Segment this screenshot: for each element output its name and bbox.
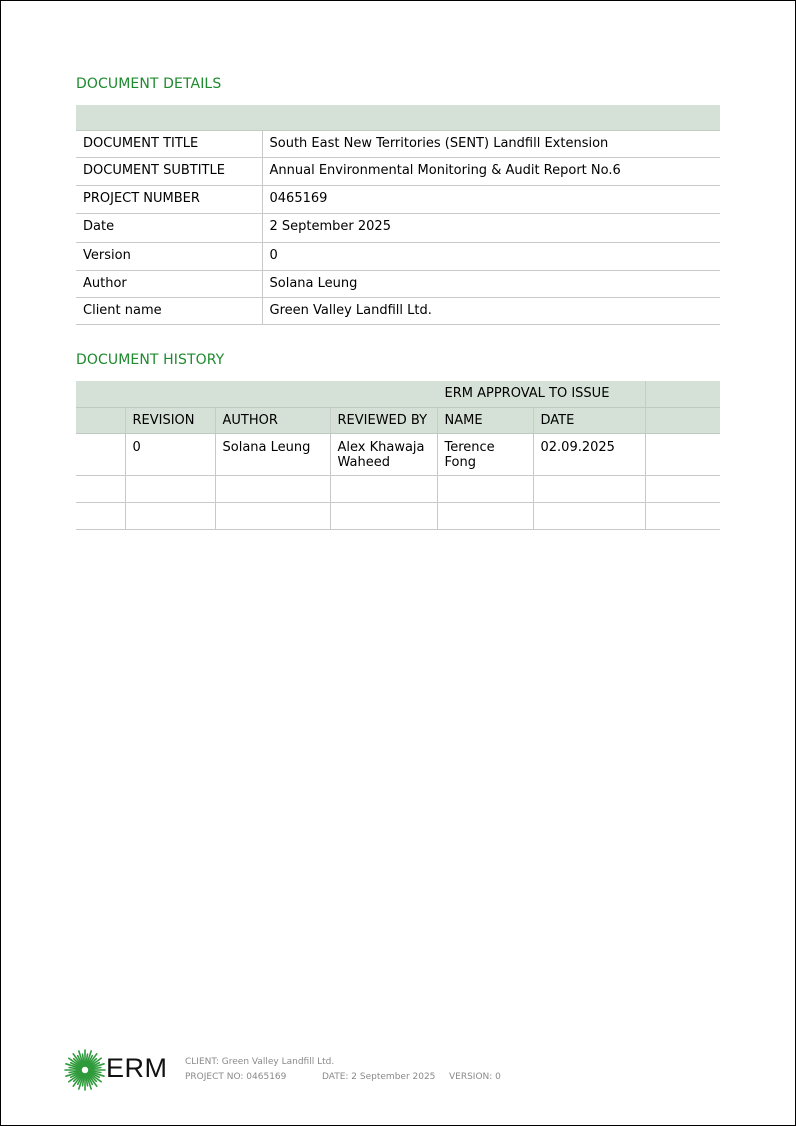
approver-name-line-2: Fong <box>444 454 476 470</box>
details-label: DOCUMENT TITLE <box>76 131 262 158</box>
table-row <box>76 475 720 502</box>
details-row-client-name <box>76 298 720 325</box>
table-row <box>76 433 720 475</box>
details-label: PROJECT NUMBER <box>76 186 262 214</box>
approval-date-cell: 02.09.2025 <box>533 433 645 475</box>
document-history-heading: DOCUMENT HISTORY <box>76 352 225 368</box>
approver-name-cell <box>437 433 533 475</box>
details-row-author <box>76 271 720 298</box>
document-history-table <box>76 381 720 530</box>
details-row-subtitle <box>76 158 720 186</box>
details-label: Date <box>76 214 262 243</box>
details-row-title <box>76 131 720 158</box>
details-header-bar <box>76 105 720 131</box>
approver-name-line-1: Terence <box>444 439 495 455</box>
table-row <box>76 502 720 529</box>
reviewed-by-cell <box>330 433 437 475</box>
approval-header: ERM APPROVAL TO ISSUE <box>437 381 645 407</box>
footer-version: VERSION: 0 <box>449 1072 501 1082</box>
details-row-version <box>76 243 720 271</box>
details-row-project-number <box>76 186 720 214</box>
column-header-date: DATE <box>533 407 645 433</box>
footer-client: CLIENT: Green Valley Landfill Ltd. <box>185 1057 335 1067</box>
details-value: Annual Environmental Monitoring & Audit Report No.6 <box>262 158 720 186</box>
details-row-date <box>76 214 720 243</box>
details-value: 2 September 2025 <box>262 214 720 243</box>
details-value: Green Valley Landfill Ltd. <box>262 298 720 325</box>
footer-brand-logo: ERM <box>106 1053 168 1083</box>
revision-cell: 0 <box>125 433 215 475</box>
erm-starburst-icon <box>64 1049 106 1091</box>
details-value: South East New Territories (SENT) Landfill Extension <box>262 131 720 158</box>
column-header-revision: REVISION <box>125 407 215 433</box>
reviewed-by-line-2: Waheed <box>337 454 390 470</box>
details-value: 0465169 <box>262 186 720 214</box>
details-label: Client name <box>76 298 262 325</box>
details-value: Solana Leung <box>262 271 720 298</box>
details-label: Version <box>76 243 262 271</box>
details-label: DOCUMENT SUBTITLE <box>76 158 262 186</box>
reviewed-by-line-1: Alex Khawaja <box>337 439 425 455</box>
history-header-columns <box>76 407 720 433</box>
column-header-name: NAME <box>437 407 533 433</box>
history-header-top <box>76 381 720 407</box>
document-details-heading: DOCUMENT DETAILS <box>76 76 222 92</box>
author-cell: Solana Leung <box>215 433 330 475</box>
column-header-author: AUTHOR <box>215 407 330 433</box>
details-value: 0 <box>262 243 720 271</box>
footer-project-no: PROJECT NO: 0465169 <box>185 1072 287 1082</box>
document-details-table <box>76 105 720 325</box>
footer-date: DATE: 2 September 2025 <box>322 1072 436 1082</box>
details-label: Author <box>76 271 262 298</box>
column-header-reviewed-by: REVIEWED BY <box>330 407 437 433</box>
